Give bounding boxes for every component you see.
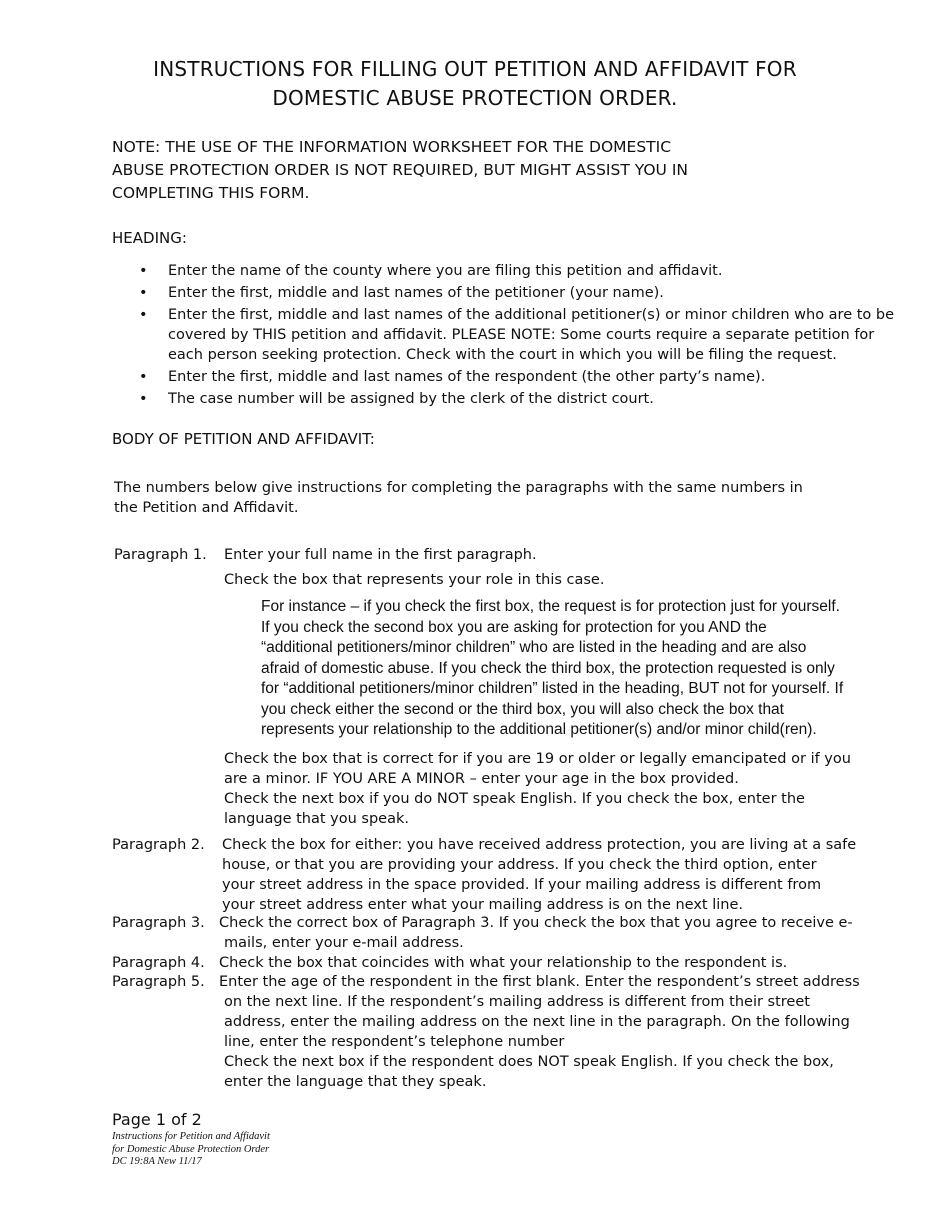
body-section-label: BODY OF PETITION AND AFFIDAVIT: bbox=[112, 430, 375, 448]
paragraph-5-rest bbox=[224, 992, 914, 1092]
paragraph-3-line-2: mails, enter your e-mail address. bbox=[224, 935, 464, 951]
paragraph-5-line: line, enter the respondent’s telephone number bbox=[224, 1034, 565, 1050]
paragraph-2-line: house, or that you are providing your address. If you check the third option, enter bbox=[222, 857, 817, 873]
title-line-2: DOMESTIC ABUSE PROTECTION ORDER. bbox=[272, 86, 678, 110]
footer-form-info bbox=[112, 1131, 270, 1169]
footer-line-3: DC 19:8A New 11/17 bbox=[112, 1156, 202, 1167]
paragraph-1-instance-block bbox=[261, 597, 901, 741]
after-line: language that you speak. bbox=[224, 811, 409, 827]
title-line-1: INSTRUCTIONS FOR FILLING OUT PETITION AND AFFIDAVIT FOR bbox=[153, 57, 797, 81]
list-item: • The case number will be assigned by the clerk of the district court. bbox=[112, 389, 902, 409]
note-line-2: ABUSE PROTECTION ORDER IS NOT REQUIRED, BUT MIGHT ASSIST YOU IN bbox=[112, 161, 688, 179]
instance-line: for “additional petitioners/minor children” listed in the heading, BUT not for yourself. If bbox=[261, 680, 844, 697]
footer-line-2: for Domestic Abuse Protection Order bbox=[112, 1143, 270, 1155]
note-line-3: COMPLETING THIS FORM. bbox=[112, 184, 310, 202]
paragraph-1-after-block bbox=[224, 749, 904, 829]
paragraph-5-line: address, enter the mailing address on the next line in the paragraph. On the following bbox=[224, 1014, 850, 1030]
heading-bullet-list bbox=[112, 261, 902, 411]
note-block bbox=[112, 136, 752, 205]
intro-line-2: the Petition and Affidavit. bbox=[114, 500, 299, 516]
list-item: • Enter the first, middle and last names of the petitioner (your name). bbox=[112, 283, 902, 303]
instance-line: afraid of domestic abuse. If you check the third box, the protection requested is only bbox=[261, 659, 835, 677]
paragraph-4-label: Paragraph 4. bbox=[112, 955, 205, 971]
paragraph-2-line: Check the box for either: you have received address protection, you are living at a safe bbox=[222, 837, 857, 853]
list-item: • Enter the first, middle and last names of the additional petitioner(s) or minor children who are to be covered by THIS petition and affidavit. PLEASE NOTE: Some courts require a separate petition for each person seeking protection. Check with the court in which you will be filing the request. bbox=[112, 305, 902, 365]
paragraph-5-line: on the next line. If the respondent’s mailing address is different from their street bbox=[224, 994, 810, 1010]
paragraph-1-label: Paragraph 1. bbox=[114, 547, 207, 563]
paragraph-1-line-1: Enter your full name in the first paragraph. bbox=[224, 547, 537, 563]
paragraph-1-line-2: Check the box that represents your role in this case. bbox=[224, 572, 605, 588]
paragraph-2-line: your street address enter what your mailing address is on the next line. bbox=[222, 897, 743, 913]
instance-line: you check either the second or the third box, you will also check the box that bbox=[261, 700, 784, 718]
instance-line: For instance – if you check the first box, the request is for protection just for yourself. bbox=[261, 598, 840, 615]
paragraph-5-line-1: Enter the age of the respondent in the first blank. Enter the respondent’s street address bbox=[219, 974, 860, 990]
page-title bbox=[0, 55, 950, 113]
paragraph-2-text bbox=[222, 835, 912, 915]
paragraph-3-label: Paragraph 3. bbox=[112, 915, 205, 931]
after-line: Check the next box if you do NOT speak English. If you check the box, enter the bbox=[224, 791, 805, 807]
heading-section-label: HEADING: bbox=[112, 229, 187, 247]
after-line: are a minor. IF YOU ARE A MINOR – enter your age in the box provided. bbox=[224, 771, 739, 787]
page-number: Page 1 of 2 bbox=[112, 1110, 202, 1129]
paragraph-4-line-1: Check the box that coincides with what your relationship to the respondent is. bbox=[219, 955, 788, 971]
body-intro bbox=[114, 478, 824, 518]
instance-line: “additional petitioners/minor children” who are listed in the heading and are also bbox=[261, 639, 807, 656]
list-item: • Enter the name of the county where you are filing this petition and affidavit. bbox=[112, 261, 902, 281]
after-line: Check the box that is correct for if you are 19 or older or legally emancipated or if you bbox=[224, 751, 851, 767]
paragraph-5-label: Paragraph 5. bbox=[112, 974, 205, 990]
paragraph-5-line: Check the next box if the respondent does NOT speak English. If you check the box, bbox=[224, 1054, 834, 1070]
paragraph-5-line: enter the language that they speak. bbox=[224, 1074, 487, 1090]
instance-line: If you check the second box you are asking for protection for you AND the bbox=[261, 618, 767, 636]
note-line-1: NOTE: THE USE OF THE INFORMATION WORKSHEET FOR THE DOMESTIC bbox=[112, 138, 672, 156]
instance-line: represents your relationship to the additional petitioner(s) and/or minor child(ren). bbox=[261, 721, 817, 738]
list-item: • Enter the first, middle and last names of the respondent (the other party’s name). bbox=[112, 367, 902, 387]
footer-line-1: Instructions for Petition and Affidavit bbox=[112, 1131, 270, 1142]
paragraph-2-label: Paragraph 2. bbox=[112, 837, 205, 853]
intro-line-1: The numbers below give instructions for completing the paragraphs with the same numbers in bbox=[114, 480, 803, 496]
paragraph-3-line-1: Check the correct box of Paragraph 3. If you check the box that you agree to receive e- bbox=[219, 915, 853, 931]
paragraph-2-line: your street address in the space provided. If your mailing address is different from bbox=[222, 877, 822, 893]
